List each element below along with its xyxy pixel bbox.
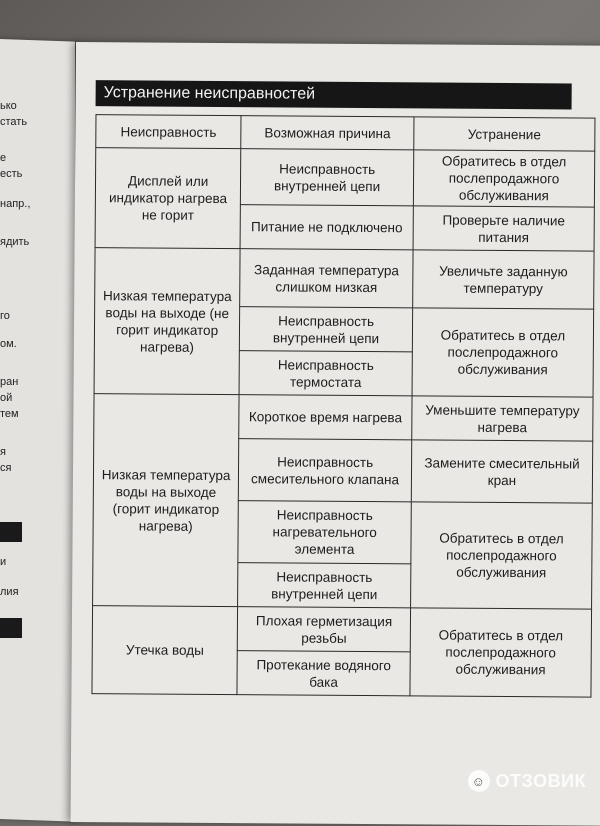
cause-cell: Неисправность внутренней цепи — [240, 307, 413, 352]
watermark — [468, 770, 586, 792]
cause-cell: Неисправность внутренней цепи — [241, 149, 414, 206]
left-fragment: ой — [0, 392, 13, 404]
left-fragment: тем — [0, 408, 19, 420]
cause-cell: Питание не подключено — [240, 205, 413, 250]
cause-cell: Протекание водяного бака — [237, 651, 410, 696]
cause-cell: Неисправность смесительного клапана — [239, 439, 412, 502]
cause-cell: Плохая герметизация резьбы — [238, 607, 411, 652]
left-page — [0, 38, 75, 821]
table-header-row — [96, 115, 595, 151]
fix-cell: Увеличьте заданную температуру — [413, 250, 594, 309]
cause-cell: Заданная температура слишком низкая — [240, 249, 413, 308]
left-fragment: ько — [0, 100, 17, 112]
fix-cell: Обратитесь в отдел послепродажного обслуживания — [410, 608, 592, 697]
column-header-fix: Устранение — [414, 117, 595, 151]
fault-cell: Низкая температура воды на выходе (горит индикатор нагрева) — [93, 394, 240, 607]
left-fragment: стать — [0, 116, 28, 128]
cause-cell: Короткое время нагрева — [239, 395, 412, 440]
left-fragment: го — [0, 310, 10, 322]
fix-cell: Обратитесь в отдел послепродажного обслуживания — [410, 502, 592, 609]
cause-cell: Неисправность нагревательного элемента — [238, 501, 411, 564]
fix-cell: Обратитесь в отдел послепродажного обслуживания — [413, 150, 594, 207]
troubleshooting-table — [91, 114, 595, 697]
column-header-fault: Неисправность — [96, 115, 241, 149]
left-fragment: есть — [0, 168, 23, 180]
table-row — [92, 606, 591, 653]
left-black-bar — [0, 522, 22, 542]
left-fragment: е — [0, 152, 7, 164]
fault-cell: Утечка воды — [92, 606, 238, 695]
fault-cell: Низкая температура воды на выходе (не горит индикатор нагрева) — [94, 248, 240, 395]
left-fragment: ся — [0, 462, 12, 474]
cause-cell: Неисправность внутренней цепи — [238, 563, 411, 608]
fix-cell: Обратитесь в отдел послепродажного обслуживания — [412, 308, 594, 397]
column-header-cause: Возможная причина — [241, 116, 414, 150]
section-title: Устранение неисправностей — [96, 80, 572, 109]
table-row — [94, 394, 593, 441]
table-row — [95, 148, 594, 207]
cause-cell: Неисправность термостата — [239, 351, 412, 396]
watermark-text: ОТЗОВИК — [495, 770, 586, 791]
left-fragment: лия — [0, 586, 19, 598]
left-fragment: ядить — [0, 236, 30, 248]
fix-cell: Уменьшите температуру нагрева — [412, 396, 593, 441]
left-black-bar — [0, 618, 22, 638]
left-fragment: ран — [0, 376, 19, 388]
left-fragment: ом. — [0, 338, 17, 350]
fault-cell: Дисплей или индикатор нагрева не горит — [95, 148, 241, 249]
otzovik-logo-icon: ☺ — [468, 770, 490, 792]
table-row — [95, 248, 594, 309]
left-fragment: я — [0, 446, 6, 458]
fix-cell: Проверьте наличие питания — [413, 206, 594, 251]
left-fragment: напр., — [0, 198, 31, 210]
manual-page — [71, 42, 600, 826]
fix-cell: Замените смесительный кран — [411, 440, 593, 503]
left-fragment: и — [0, 556, 7, 568]
